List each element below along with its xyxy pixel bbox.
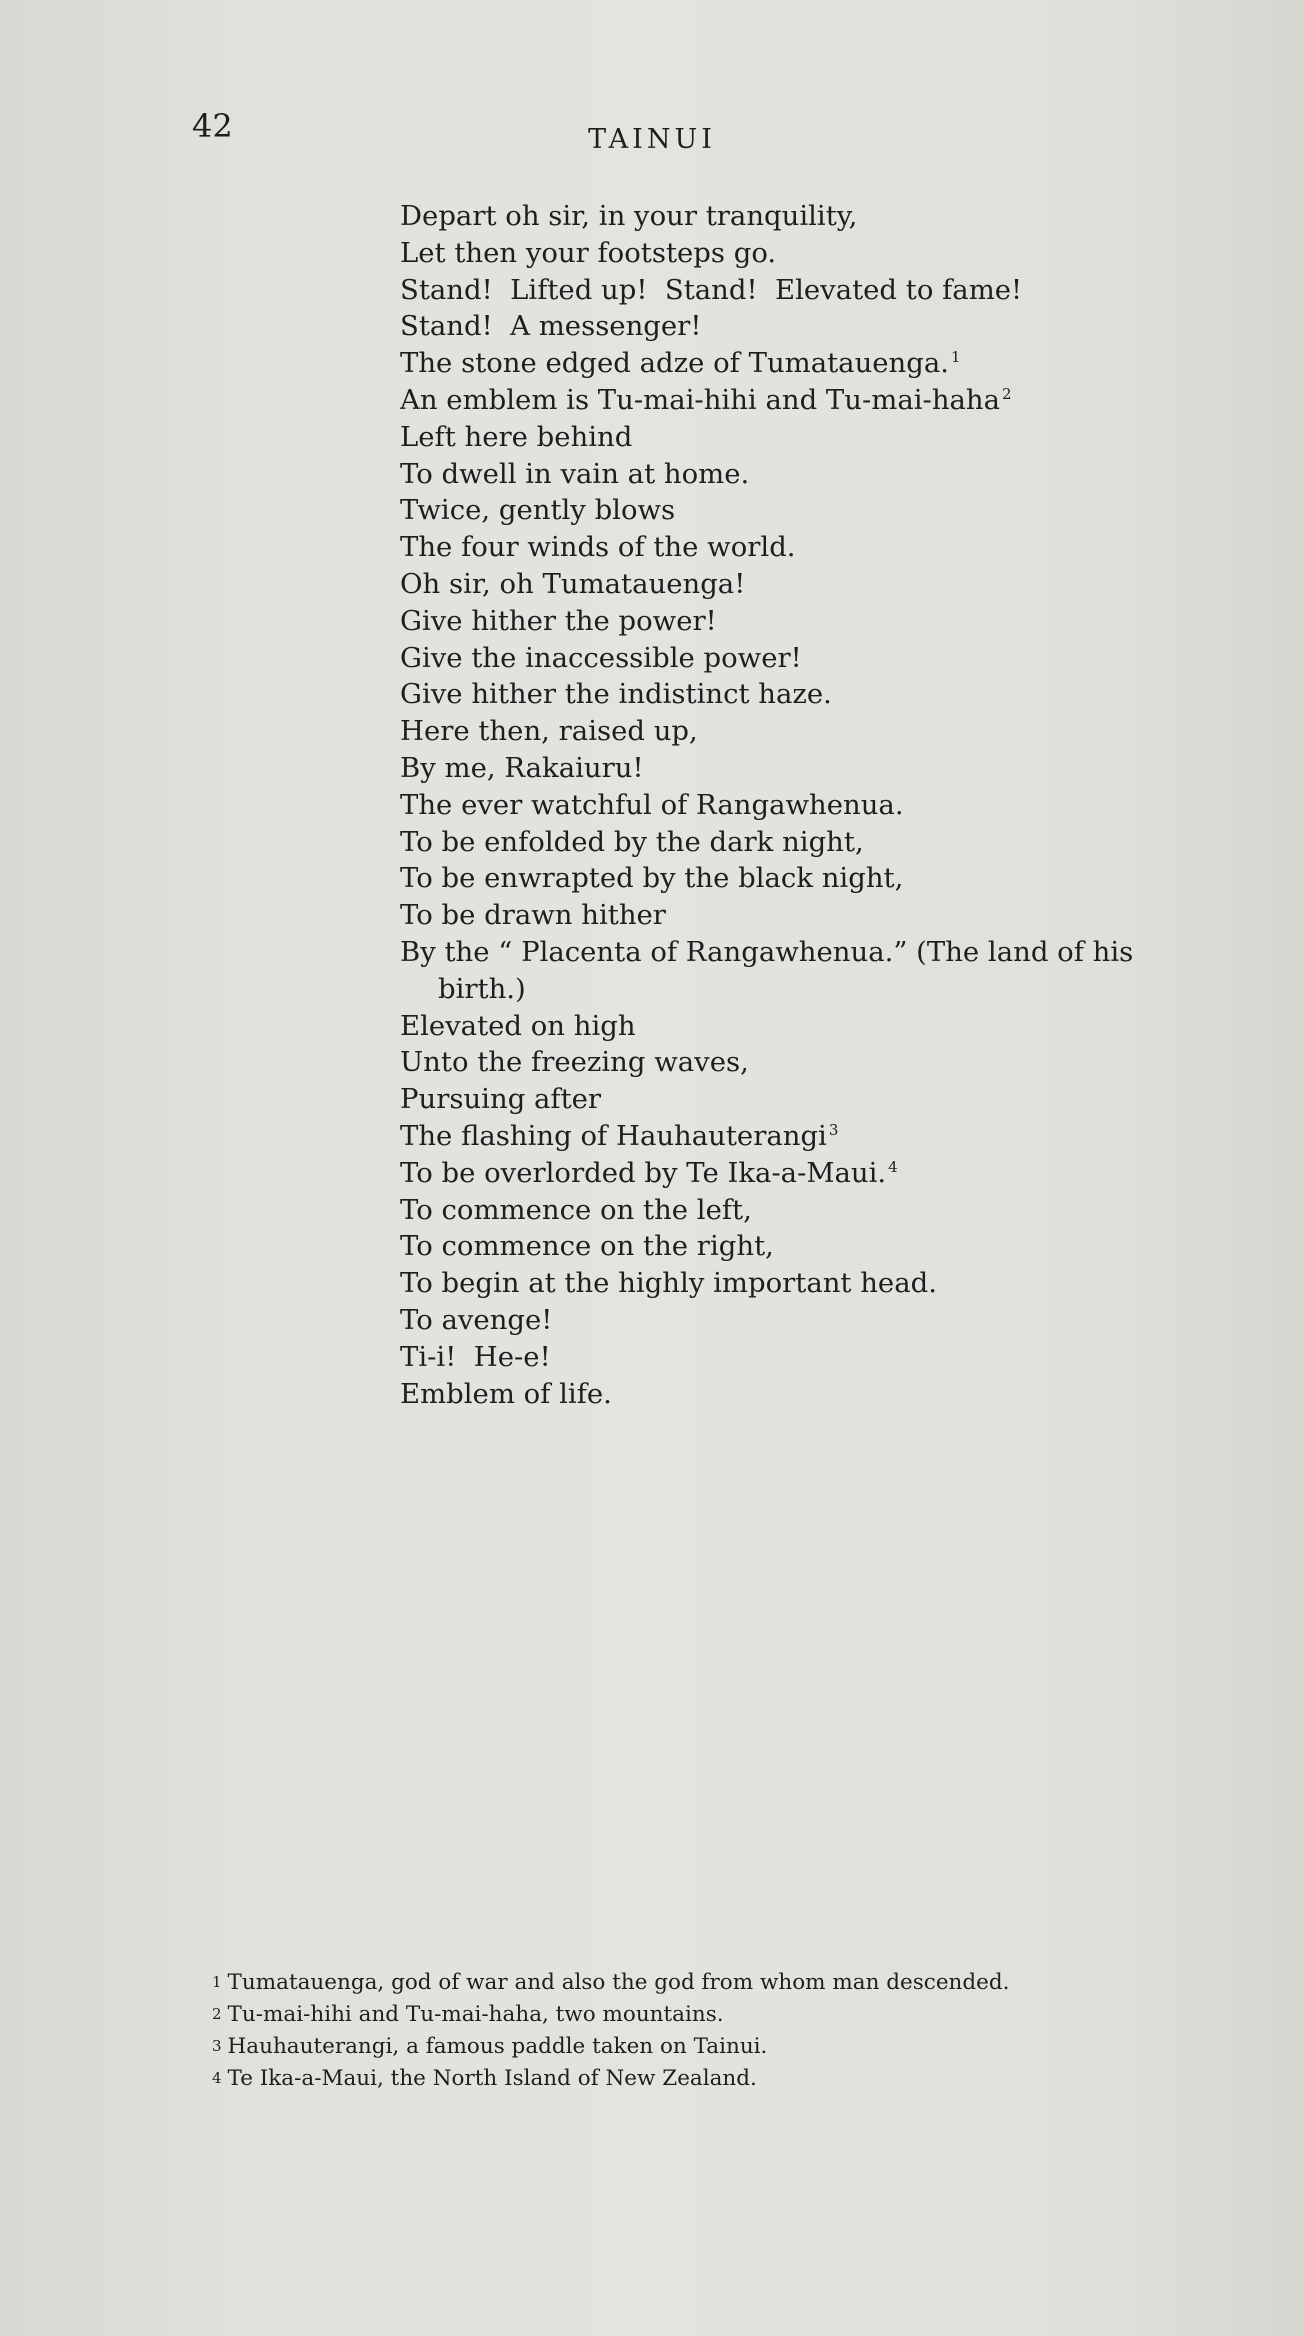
verse-line: Twice, gently blows — [400, 494, 676, 527]
verse-line: To be drawn hither — [400, 899, 666, 932]
verse-line: Give the inaccessible power! — [400, 641, 802, 674]
footnote-text: Tumatauenga, god of war and also the god from whom man descended. — [227, 1970, 1010, 1995]
footnote-marker: 3 — [212, 2037, 222, 2055]
verse-line: Left here behind — [400, 420, 633, 453]
verse-line: Unto the freezing waves, — [400, 1046, 749, 1079]
verse-line: Give hither the power! — [400, 604, 717, 637]
verse-line: To be enwrapted by the black night, — [400, 862, 904, 895]
verse-line: Let then your footsteps go. — [400, 236, 777, 269]
verse-line: Ti-i! He-e! — [400, 1340, 551, 1373]
verse-line: An emblem is Tu-mai-hihi and Tu-mai-haha $^2$ — [400, 383, 1012, 416]
verse-line: To dwell in vain at home. — [400, 457, 750, 490]
verse-line: Oh sir, oh Tumatauenga! — [400, 567, 746, 600]
verse-line: Emblem of life. — [400, 1377, 612, 1410]
verse-line: To commence on the left, — [400, 1193, 752, 1226]
verse-line: Stand! Lifted up! Stand! Elevated to fame! — [400, 273, 1023, 306]
footnote — [212, 1966, 1212, 1998]
verse-line: The ever watchful of Rangawhenua. — [400, 788, 904, 821]
verse-line: Here then, raised up, — [400, 715, 698, 748]
verse-line: By me, Rakaiuru! — [400, 751, 644, 784]
footnote-text: Te Ika-a-Maui, the North Island of New Zealand. — [227, 2066, 757, 2091]
footnote-marker: 1 — [212, 1973, 222, 1991]
verse-line: The stone edged adze of Tumatauenga. $^1$ — [400, 347, 961, 380]
footnote — [212, 2062, 1212, 2094]
footnote-text: Tu-mai-hihi and Tu-mai-haha, two mountains. — [227, 2002, 724, 2027]
footnote-reference: 3 — [828, 1120, 839, 1139]
verse-line: Stand! A messenger! — [400, 310, 702, 343]
footnote-reference: 1 — [951, 348, 961, 367]
verse-line: By the “ Placenta of Rangawhenua.” (The land of his — [400, 935, 1134, 968]
verse-line: To avenge! — [400, 1303, 553, 1336]
footnote-reference: 4 — [888, 1157, 898, 1176]
footnote — [212, 1998, 1212, 2030]
footnote-marker: 4 — [212, 2069, 222, 2087]
verse-line: To be overlorded by Te Ika-a-Maui. $^4$ — [400, 1156, 898, 1189]
page-number: 42 — [192, 107, 233, 145]
verse-line: To begin at the highly important head. — [400, 1267, 937, 1300]
incantation-verse — [400, 198, 1260, 1412]
verse-line: The four winds of the world. — [400, 531, 796, 564]
footnote-marker: 2 — [212, 2005, 222, 2023]
verse-line: Pursuing after — [400, 1083, 602, 1116]
verse-line: The flashing of Hauhauterangi $^3$ — [400, 1119, 839, 1152]
footnotes — [212, 1966, 1212, 2094]
footnote — [212, 2030, 1212, 2062]
verse-line: Elevated on high — [400, 1009, 636, 1042]
verse-line: Depart oh sir, in your tranquility, — [400, 200, 858, 232]
verse-line: To be enfolded by the dark night, — [400, 825, 864, 858]
verse-line: Give hither the indistinct haze. — [400, 678, 832, 711]
verse-line: To commence on the right, — [400, 1230, 774, 1263]
verse-line-continuation: birth.) — [438, 972, 526, 1005]
footnote-reference: 2 — [1002, 384, 1012, 403]
footnote-text: Hauhauterangi, a famous paddle taken on Tainui. — [227, 2034, 768, 2059]
running-title: TAINUI — [588, 124, 716, 155]
